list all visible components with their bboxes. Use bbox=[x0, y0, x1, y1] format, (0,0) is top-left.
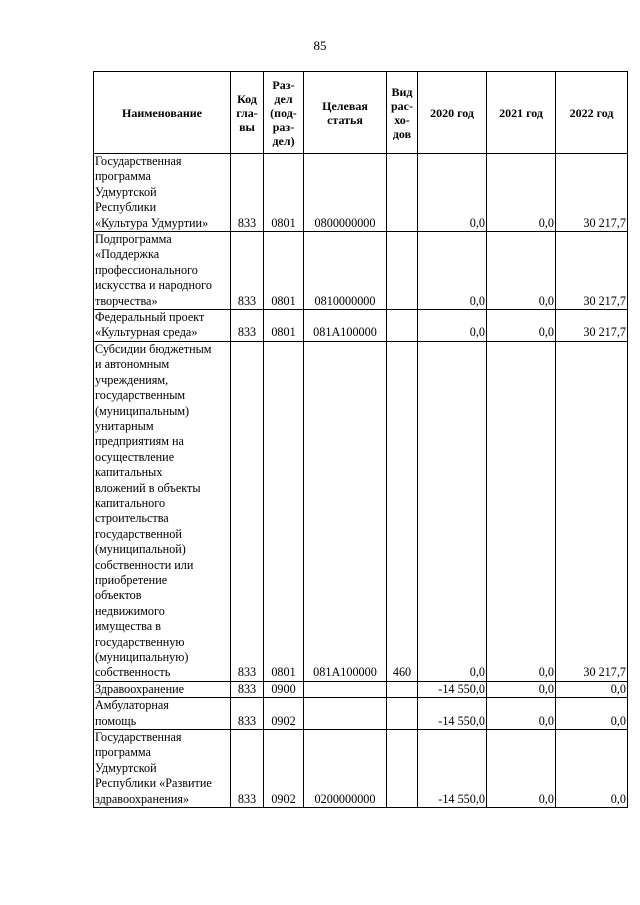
row-section: 0900 bbox=[264, 681, 304, 697]
row-name: Подпрограмма «Поддержка профессионального искусства и народного творчества» bbox=[94, 232, 231, 310]
header-row bbox=[94, 72, 628, 154]
row-chapter-code: 833 bbox=[231, 310, 264, 342]
row-expense-type bbox=[387, 310, 418, 342]
row-year-2022: 30 217,7 bbox=[556, 310, 628, 342]
row-year-2021: 0,0 bbox=[487, 310, 556, 342]
row-section: 0801 bbox=[264, 154, 304, 232]
row-year-2022: 30 217,7 bbox=[556, 232, 628, 310]
row-name: Амбулаторная помощь bbox=[94, 698, 231, 730]
row-section: 0801 bbox=[264, 341, 304, 681]
row-expense-type: 460 bbox=[387, 341, 418, 681]
row-chapter-code: 833 bbox=[231, 232, 264, 310]
header-section: Раз- дел (под- раз- дел) bbox=[264, 72, 304, 154]
table-row bbox=[94, 681, 628, 697]
row-expense-type bbox=[387, 681, 418, 697]
row-year-2022: 30 217,7 bbox=[556, 341, 628, 681]
table-row bbox=[94, 341, 628, 681]
header-year-2020: 2020 год bbox=[418, 72, 487, 154]
table-row bbox=[94, 232, 628, 310]
row-section: 0801 bbox=[264, 232, 304, 310]
page-number: 85 bbox=[313, 38, 327, 53]
row-year-2021: 0,0 bbox=[487, 681, 556, 697]
budget-table bbox=[93, 71, 628, 808]
row-target-article: 0200000000 bbox=[304, 730, 387, 808]
row-year-2020: -14 550,0 bbox=[418, 698, 487, 730]
row-year-2021: 0,0 bbox=[487, 698, 556, 730]
row-year-2020: 0,0 bbox=[418, 232, 487, 310]
header-year-2022: 2022 год bbox=[556, 72, 628, 154]
row-target-article: 081А100000 bbox=[304, 310, 387, 342]
row-name: Федеральный проект «Культурная среда» bbox=[94, 310, 231, 342]
header-name: Наименование bbox=[94, 72, 231, 154]
row-section: 0801 bbox=[264, 310, 304, 342]
header-expense-type: Вид рас- хо- дов bbox=[387, 72, 418, 154]
header-year-2021: 2021 год bbox=[487, 72, 556, 154]
row-year-2021: 0,0 bbox=[487, 232, 556, 310]
table-row bbox=[94, 154, 628, 232]
row-expense-type bbox=[387, 232, 418, 310]
row-year-2020: -14 550,0 bbox=[418, 681, 487, 697]
row-expense-type bbox=[387, 154, 418, 232]
row-target-article bbox=[304, 698, 387, 730]
table-row bbox=[94, 310, 628, 342]
row-name: Государственная программа Удмуртской Республики «Культура Удмуртии» bbox=[94, 154, 231, 232]
row-year-2020: 0,0 bbox=[418, 341, 487, 681]
row-year-2020: -14 550,0 bbox=[418, 730, 487, 808]
row-chapter-code: 833 bbox=[231, 698, 264, 730]
row-year-2022: 0,0 bbox=[556, 681, 628, 697]
row-chapter-code: 833 bbox=[231, 154, 264, 232]
row-name: Субсидии бюджетным и автономным учреждениям, государственным (муниципальным) унитарным предприятиям на осуществление капитальных вложений в объекты капитального строительства государственной (муниципальной) собственности или приобретение объектов недвижимого имущества в государственную (муниципальную) собственность bbox=[94, 341, 231, 681]
table-row bbox=[94, 730, 628, 808]
row-year-2022: 0,0 bbox=[556, 730, 628, 808]
row-year-2021: 0,0 bbox=[487, 730, 556, 808]
row-year-2022: 0,0 bbox=[556, 698, 628, 730]
row-target-article: 0810000000 bbox=[304, 232, 387, 310]
row-section: 0902 bbox=[264, 730, 304, 808]
row-target-article: 081А100000 bbox=[304, 341, 387, 681]
header-chapter-code: Код гла- вы bbox=[231, 72, 264, 154]
row-name: Здравоохранение bbox=[94, 681, 231, 697]
row-expense-type bbox=[387, 698, 418, 730]
row-expense-type bbox=[387, 730, 418, 808]
table-row bbox=[94, 698, 628, 730]
row-chapter-code: 833 bbox=[231, 681, 264, 697]
row-name: Государственная программа Удмуртской Республики «Развитие здравоохранения» bbox=[94, 730, 231, 808]
header-target-article: Целевая статья bbox=[304, 72, 387, 154]
row-chapter-code: 833 bbox=[231, 341, 264, 681]
row-year-2021: 0,0 bbox=[487, 154, 556, 232]
row-year-2020: 0,0 bbox=[418, 310, 487, 342]
row-target-article: 0800000000 bbox=[304, 154, 387, 232]
row-target-article bbox=[304, 681, 387, 697]
row-year-2022: 30 217,7 bbox=[556, 154, 628, 232]
row-section: 0902 bbox=[264, 698, 304, 730]
row-year-2021: 0,0 bbox=[487, 341, 556, 681]
row-year-2020: 0,0 bbox=[418, 154, 487, 232]
row-chapter-code: 833 bbox=[231, 730, 264, 808]
